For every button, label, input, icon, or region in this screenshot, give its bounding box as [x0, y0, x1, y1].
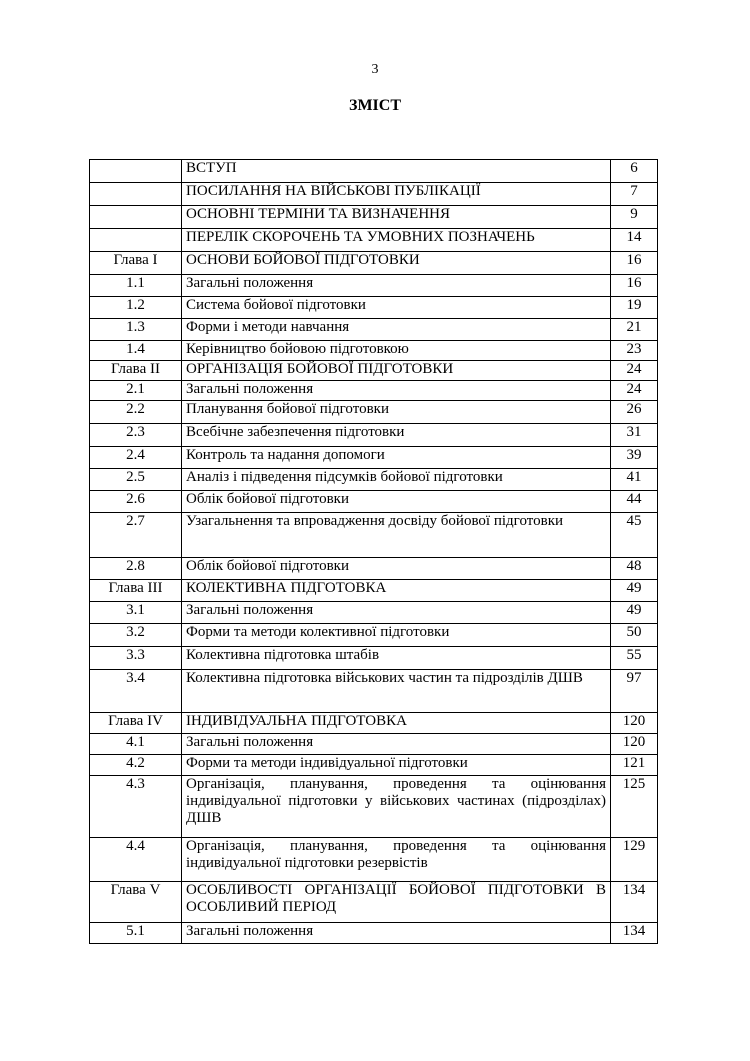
toc-entry-title: Керівництво бойовою підготовкою	[182, 341, 611, 361]
toc-section-number: Глава V	[90, 882, 182, 923]
toc-row	[90, 297, 658, 319]
toc-page-number: 134	[611, 923, 658, 944]
toc-row	[90, 670, 658, 713]
toc-section-number: 4.1	[90, 734, 182, 755]
toc-row	[90, 513, 658, 558]
toc-page-number: 134	[611, 882, 658, 923]
toc-row	[90, 160, 658, 183]
toc-page-number: 129	[611, 838, 658, 882]
toc-section-number: Глава III	[90, 580, 182, 602]
toc-section-number: 4.3	[90, 776, 182, 838]
toc-row	[90, 424, 658, 447]
toc-section-number: Глава II	[90, 361, 182, 381]
toc-page-number: 44	[611, 491, 658, 513]
toc-section-number: 3.1	[90, 602, 182, 624]
toc-page-number: 9	[611, 206, 658, 229]
toc-row	[90, 491, 658, 513]
toc-entry-title: Форми і методи навчання	[182, 319, 611, 341]
toc-section-number	[90, 206, 182, 229]
toc-row	[90, 381, 658, 401]
toc-section-number: 2.7	[90, 513, 182, 558]
toc-page-number: 21	[611, 319, 658, 341]
toc-entry-title: ОСНОВНІ ТЕРМІНИ ТА ВИЗНАЧЕННЯ	[182, 206, 611, 229]
toc-section-number: 2.8	[90, 558, 182, 580]
toc-entry-title: ПЕРЕЛІК СКОРОЧЕНЬ ТА УМОВНИХ ПОЗНАЧЕНЬ	[182, 229, 611, 252]
toc-row	[90, 734, 658, 755]
toc-row	[90, 602, 658, 624]
toc-entry-title: Система бойової підготовки	[182, 297, 611, 319]
toc-page-number: 6	[611, 160, 658, 183]
toc-page-number: 31	[611, 424, 658, 447]
toc-section-number: 2.5	[90, 469, 182, 491]
toc-section-number: 4.2	[90, 755, 182, 776]
toc-entry-title: Організація, планування, проведення та оцінювання індивідуальної підготовки резервістів	[182, 838, 611, 882]
toc-entry-title: Форми та методи індивідуальної підготовки	[182, 755, 611, 776]
toc-page-number: 121	[611, 755, 658, 776]
toc-entry-title: ОРГАНІЗАЦІЯ БОЙОВОЇ ПІДГОТОВКИ	[182, 361, 611, 381]
toc-row	[90, 558, 658, 580]
toc-page-number: 55	[611, 647, 658, 670]
toc-page-number: 16	[611, 275, 658, 297]
toc-row	[90, 229, 658, 252]
toc-section-number: 5.1	[90, 923, 182, 944]
toc-entry-title: Загальні положення	[182, 734, 611, 755]
toc-row	[90, 838, 658, 882]
toc-page-number: 48	[611, 558, 658, 580]
toc-row	[90, 319, 658, 341]
toc-row	[90, 447, 658, 469]
toc-section-number: 1.1	[90, 275, 182, 297]
toc-row	[90, 183, 658, 206]
toc-entry-title: Організація, планування, проведення та оцінювання індивідуальної підготовки у військових частинах (підрозділах) ДШВ	[182, 776, 611, 838]
toc-row	[90, 401, 658, 424]
toc-row	[90, 206, 658, 229]
page-title: ЗМІСТ	[349, 97, 401, 114]
toc-page-number: 97	[611, 670, 658, 713]
toc-page-number: 7	[611, 183, 658, 206]
toc-entry-title: ОСНОВИ БОЙОВОЇ ПІДГОТОВКИ	[182, 252, 611, 275]
toc-entry-title: ОСОБЛИВОСТІ ОРГАНІЗАЦІЇ БОЙОВОЇ ПІДГОТОВКИ В ОСОБЛИВИЙ ПЕРІОД	[182, 882, 611, 923]
toc-entry-title: ІНДИВІДУАЛЬНА ПІДГОТОВКА	[182, 713, 611, 734]
toc-page-number: 14	[611, 229, 658, 252]
toc-section-number: 3.3	[90, 647, 182, 670]
toc-entry-title: Планування бойової підготовки	[182, 401, 611, 424]
toc-entry-title: Облік бойової підготовки	[182, 491, 611, 513]
toc-page-number: 24	[611, 361, 658, 381]
toc-page-number: 24	[611, 381, 658, 401]
toc-page-number: 125	[611, 776, 658, 838]
table-of-contents	[89, 159, 658, 944]
toc-section-number: 2.3	[90, 424, 182, 447]
toc-row	[90, 713, 658, 734]
toc-row	[90, 361, 658, 381]
toc-section-number: 2.4	[90, 447, 182, 469]
toc-section-number	[90, 160, 182, 183]
toc-row	[90, 647, 658, 670]
toc-page-number: 41	[611, 469, 658, 491]
toc-entry-title: ПОСИЛАННЯ НА ВІЙСЬКОВІ ПУБЛІКАЦІЇ	[182, 183, 611, 206]
toc-page-number: 19	[611, 297, 658, 319]
toc-row	[90, 469, 658, 491]
toc-page-number: 45	[611, 513, 658, 558]
toc-section-number: Глава IV	[90, 713, 182, 734]
toc-section-number: 1.3	[90, 319, 182, 341]
toc-entry-title: Всебічне забезпечення підготовки	[182, 424, 611, 447]
toc-row	[90, 580, 658, 602]
toc-entry-title: Загальні положення	[182, 275, 611, 297]
toc-page-number: 23	[611, 341, 658, 361]
page-number: 3	[371, 62, 379, 77]
toc-section-number	[90, 183, 182, 206]
toc-row	[90, 882, 658, 923]
toc-entry-title: Колективна підготовка штабів	[182, 647, 611, 670]
toc-entry-title: ВСТУП	[182, 160, 611, 183]
toc-entry-title: Аналіз і підведення підсумків бойової підготовки	[182, 469, 611, 491]
toc-row	[90, 275, 658, 297]
toc-row	[90, 776, 658, 838]
toc-row	[90, 252, 658, 275]
toc-entry-title: Контроль та надання допомоги	[182, 447, 611, 469]
toc-entry-title: Загальні положення	[182, 602, 611, 624]
toc-section-number: 4.4	[90, 838, 182, 882]
toc-section-number: 2.2	[90, 401, 182, 424]
toc-section-number	[90, 229, 182, 252]
toc-section-number: 3.2	[90, 624, 182, 647]
toc-page-number: 39	[611, 447, 658, 469]
toc-page-number: 120	[611, 734, 658, 755]
toc-section-number: 2.6	[90, 491, 182, 513]
toc-section-number: 1.4	[90, 341, 182, 361]
toc-entry-title: Форми та методи колективної підготовки	[182, 624, 611, 647]
toc-section-number: 1.2	[90, 297, 182, 319]
toc-entry-title: Узагальнення та впровадження досвіду бойової підготовки	[182, 513, 611, 558]
toc-entry-title: КОЛЕКТИВНА ПІДГОТОВКА	[182, 580, 611, 602]
toc-page-number: 50	[611, 624, 658, 647]
toc-section-number: Глава I	[90, 252, 182, 275]
toc-row	[90, 755, 658, 776]
toc-entry-title: Облік бойової підготовки	[182, 558, 611, 580]
toc-page-number: 49	[611, 580, 658, 602]
toc-row	[90, 923, 658, 944]
toc-entry-title: Загальні положення	[182, 923, 611, 944]
toc-entry-title: Колективна підготовка військових частин та підрозділів ДШВ	[182, 670, 611, 713]
toc-page-number: 16	[611, 252, 658, 275]
toc-page-number: 26	[611, 401, 658, 424]
toc-body	[90, 160, 658, 944]
toc-page-number: 49	[611, 602, 658, 624]
toc-section-number: 3.4	[90, 670, 182, 713]
toc-entry-title: Загальні положення	[182, 381, 611, 401]
toc-row	[90, 341, 658, 361]
toc-section-number: 2.1	[90, 381, 182, 401]
toc-row	[90, 624, 658, 647]
toc-page-number: 120	[611, 713, 658, 734]
